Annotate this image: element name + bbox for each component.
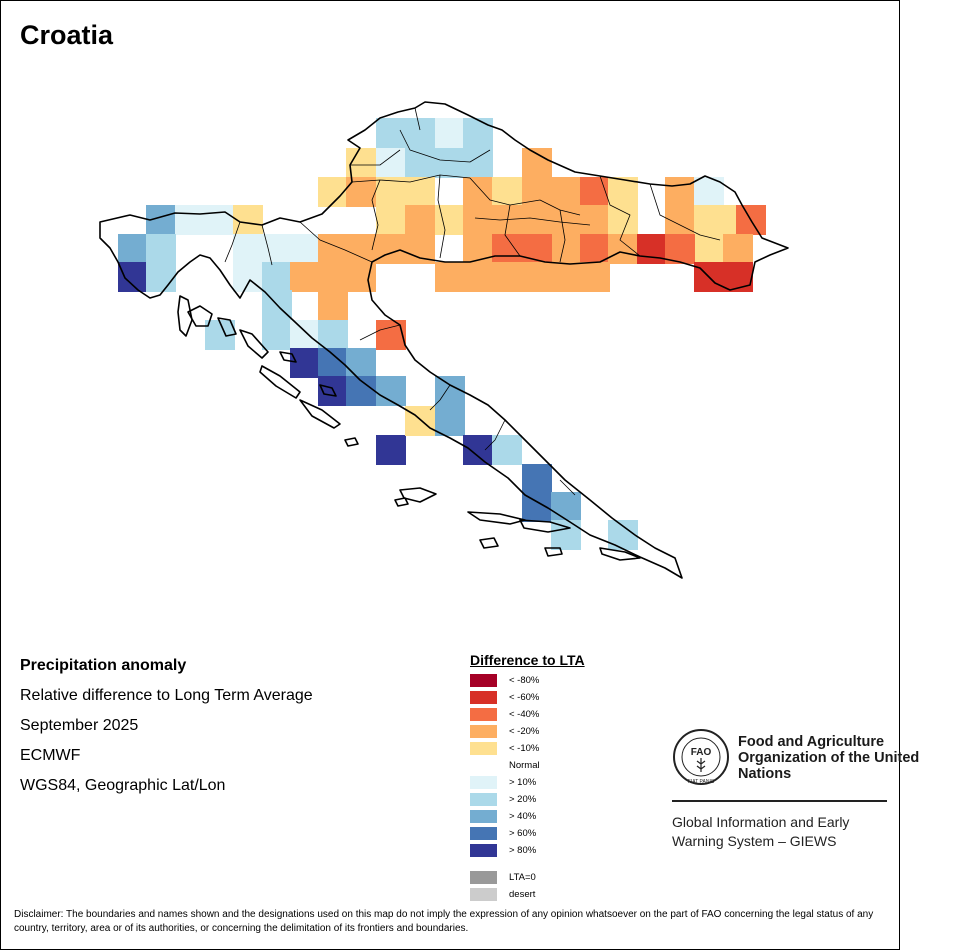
anomaly-cell <box>146 262 176 292</box>
anomaly-cell <box>262 320 292 350</box>
anomaly-cell <box>492 177 522 207</box>
fao-emblem-icon <box>672 728 730 786</box>
info-model: ECMWF <box>20 747 81 764</box>
island-hvar <box>468 512 525 524</box>
legend-swatch <box>470 888 497 901</box>
anomaly-cell <box>463 205 493 235</box>
anomaly-cell <box>118 234 148 264</box>
legend-swatch <box>470 776 497 789</box>
anomaly-cell <box>463 118 493 148</box>
anomaly-cell <box>665 177 695 207</box>
island-small-1 <box>345 438 358 446</box>
legend-label: < -80% <box>509 675 540 686</box>
anomaly-cell <box>205 205 235 235</box>
island-small-2 <box>395 498 408 506</box>
disclaimer: Disclaimer: The boundaries and names shown and the designations used on this map do not imply the expression of any opinion whatsoever on the part of FAO concerning the legal status of any country, territory, area or of its authorities, or concerning the delimitation of its frontiers and boundaries. <box>14 909 874 934</box>
legend-item <box>470 808 585 825</box>
legend-swatch <box>470 708 497 721</box>
legend-item <box>470 689 585 706</box>
anomaly-cell <box>346 348 376 378</box>
legend-label: < -10% <box>509 743 540 754</box>
anomaly-cell <box>551 234 581 264</box>
anomaly-cell <box>376 234 406 264</box>
anomaly-cell <box>608 520 638 550</box>
legend-label: < -20% <box>509 726 540 737</box>
anomaly-cell <box>435 205 465 235</box>
anomaly-cell <box>608 205 638 235</box>
legend-label: > 60% <box>509 828 537 839</box>
info-projection: WGS84, Geographic Lat/Lon <box>20 777 226 794</box>
legend-item <box>470 774 585 791</box>
anomaly-cell <box>463 148 493 178</box>
anomaly-cell <box>463 435 493 465</box>
legend-item <box>470 672 585 689</box>
anomaly-cell <box>580 262 610 292</box>
legend-title: Difference to LTA <box>470 652 585 668</box>
legend-swatch <box>470 674 497 687</box>
anomaly-cell <box>318 290 348 320</box>
anomaly-cell <box>405 205 435 235</box>
anomaly-cell <box>318 262 348 292</box>
anomaly-cell <box>551 205 581 235</box>
anomaly-cell <box>435 118 465 148</box>
anomaly-cell <box>551 520 581 550</box>
legend-label: > 40% <box>509 811 537 822</box>
anomaly-cell <box>405 118 435 148</box>
legend-item <box>470 825 585 842</box>
map-title: Croatia <box>20 20 114 50</box>
anomaly-cell <box>118 262 148 292</box>
legend <box>470 652 585 903</box>
anomaly-cell <box>694 234 724 264</box>
anomaly-cell <box>492 435 522 465</box>
anomaly-cell <box>175 205 205 235</box>
legend-swatch <box>470 725 497 738</box>
legend-swatch <box>470 810 497 823</box>
legend-swatch <box>470 827 497 840</box>
legend-swatch <box>470 871 497 884</box>
anomaly-cell <box>262 234 292 264</box>
anomaly-cell <box>290 320 320 350</box>
anomaly-cell <box>435 406 465 436</box>
anomaly-cell <box>290 234 320 264</box>
anomaly-cell <box>146 234 176 264</box>
legend-swatch <box>470 759 497 772</box>
anomaly-cell <box>551 262 581 292</box>
anomaly-cell <box>522 464 552 494</box>
legend-label: > 80% <box>509 845 537 856</box>
legend-label: > 20% <box>509 794 537 805</box>
fao-name: Food and Agriculture Organization of the United Nations <box>738 734 920 782</box>
anomaly-cell <box>290 348 320 378</box>
info-period: September 2025 <box>20 717 139 734</box>
legend-item <box>470 740 585 757</box>
legend-item <box>470 757 585 774</box>
anomaly-cell <box>492 234 522 264</box>
anomaly-cell <box>637 234 667 264</box>
anomaly-cell <box>405 148 435 178</box>
anomaly-cell <box>723 234 753 264</box>
svg-text:FAO: FAO <box>690 747 712 758</box>
legend-label: > 10% <box>509 777 537 788</box>
island-vis <box>480 538 498 548</box>
legend-swatch <box>470 793 497 806</box>
anomaly-cell <box>463 262 493 292</box>
legend-item <box>470 706 585 723</box>
anomaly-cell <box>376 435 406 465</box>
anomaly-cell <box>262 262 292 292</box>
anomaly-cell <box>551 492 581 522</box>
anomaly-cell <box>522 262 552 292</box>
svg-text:FIAT PANIS: FIAT PANIS <box>687 779 715 785</box>
anomaly-cell <box>376 148 406 178</box>
anomaly-cell <box>405 406 435 436</box>
info-subtitle: Relative difference to Long Term Average <box>20 687 313 704</box>
divider <box>672 800 887 802</box>
anomaly-cell <box>580 205 610 235</box>
anomaly-cell <box>346 234 376 264</box>
legend-label: desert <box>509 889 536 900</box>
anomaly-cell <box>435 148 465 178</box>
anomaly-cell <box>522 148 552 178</box>
anomaly-cell <box>435 262 465 292</box>
legend-label: LTA=0 <box>509 872 536 883</box>
legend-swatch <box>470 844 497 857</box>
anomaly-cell <box>463 177 493 207</box>
legend-swatch <box>470 691 497 704</box>
legend-item <box>470 723 585 740</box>
legend-label: Normal <box>509 760 540 771</box>
legend-item <box>470 791 585 808</box>
legend-item <box>470 842 585 859</box>
anomaly-cell <box>376 205 406 235</box>
giews-name: Global Information and Early Warning System – GIEWS <box>672 814 850 849</box>
legend-label: < -60% <box>509 692 540 703</box>
legend-label: < -40% <box>509 709 540 720</box>
anomaly-cell <box>233 234 263 264</box>
anomaly-cell <box>608 234 638 264</box>
anomaly-cell <box>492 262 522 292</box>
anomaly-grid <box>118 118 766 550</box>
legend-item-lta-zero <box>470 869 585 886</box>
anomaly-cell <box>694 205 724 235</box>
anomaly-cell <box>405 177 435 207</box>
legend-item-desert <box>470 886 585 903</box>
anomaly-cell <box>551 177 581 207</box>
info-heading: Precipitation anomaly <box>20 657 187 674</box>
anomaly-cell <box>290 262 320 292</box>
legend-swatch <box>470 742 497 755</box>
map-info <box>20 656 313 806</box>
anomaly-cell <box>376 320 406 350</box>
